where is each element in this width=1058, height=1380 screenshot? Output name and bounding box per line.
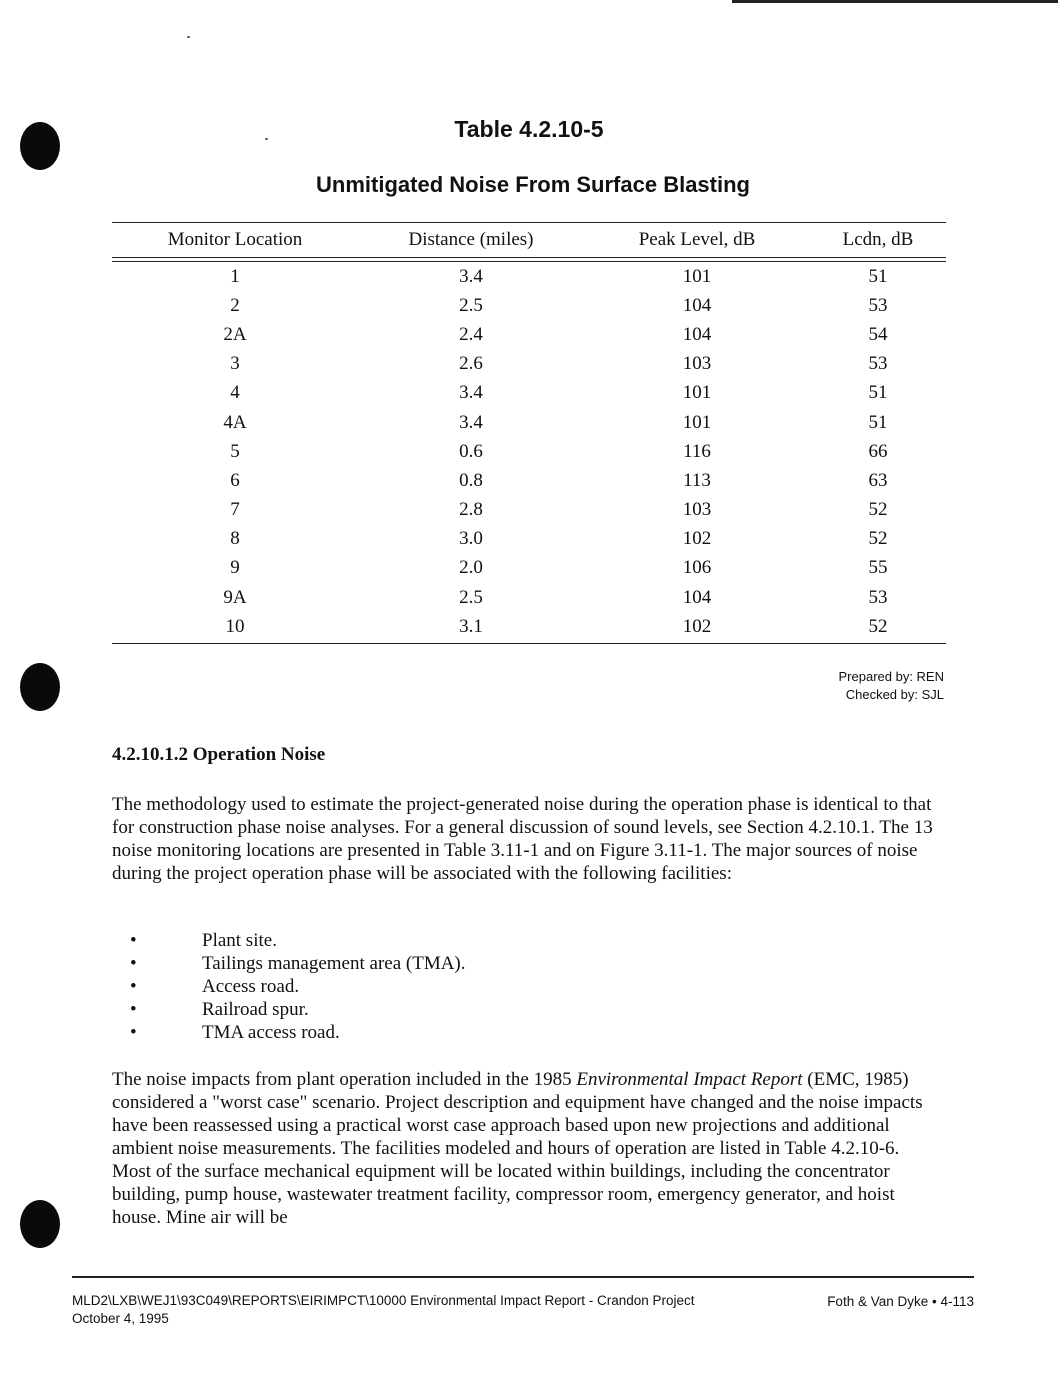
- footer-left: [72, 1292, 695, 1328]
- cell-distance: 3.1: [459, 615, 483, 637]
- cell-distance: 2.0: [459, 557, 483, 579]
- bullet-icon: •: [130, 953, 137, 974]
- noise-table: [112, 222, 946, 644]
- cell-peak-level: 104: [682, 323, 712, 345]
- cell-location: 3: [230, 353, 240, 375]
- table-row: [112, 583, 946, 612]
- prepared-by: Prepared by: REN: [838, 669, 944, 684]
- list-item-text: Tailings management area (TMA).: [202, 953, 466, 974]
- cell-lcdn: 66: [868, 440, 888, 462]
- table-row: [112, 612, 946, 641]
- cell-distance: 3.4: [459, 382, 483, 404]
- bullet-icon: •: [130, 999, 137, 1020]
- cell-lcdn: 51: [868, 382, 888, 404]
- cell-distance: 0.8: [459, 469, 483, 491]
- cell-distance: 3.4: [459, 265, 483, 287]
- para2-text-start: The noise impacts from plant operation included in the 1985: [112, 1069, 577, 1090]
- footer-page-info: Foth & Van Dyke • 4-113: [827, 1294, 974, 1309]
- footer-path: MLD2\LXB\WEJ1\93C049\REPORTS\EIRIMPCT\10000 Environmental Impact Report - Crandon Project: [72, 1293, 695, 1308]
- bullet-icon: •: [130, 976, 137, 997]
- cell-peak-level: 102: [682, 528, 712, 550]
- punch-hole: [20, 1200, 60, 1248]
- table-title: Unmitigated Noise From Surface Blasting: [316, 172, 750, 197]
- paragraph-noise-impacts: [112, 1068, 942, 1229]
- cell-peak-level: 104: [682, 586, 712, 608]
- header-distance: Distance (miles): [408, 229, 534, 250]
- table-row: [112, 554, 946, 583]
- bullet-icon: •: [130, 1022, 137, 1043]
- cell-lcdn: 51: [868, 265, 888, 287]
- cell-distance: 3.0: [459, 528, 483, 550]
- cell-location: 2A: [223, 323, 247, 345]
- cell-location: 9A: [223, 586, 247, 608]
- cell-location: 4A: [223, 411, 247, 433]
- header-monitor-location: Monitor Location: [167, 229, 303, 250]
- bullet-icon: •: [130, 930, 137, 951]
- table-row: [112, 320, 946, 349]
- para2-text-end: (EMC, 1985) considered a "worst case" scenario. Project description and equipment have changed and the noise impacts have been reassessed using a practical worst case approach based upon new projections and additional ambient noise measurements. The facilities modeled and hours of operation are listed in Table 4.2.10-6. Most of the surface mechanical equipment will be located within buildings, including the concentrator building, pump house, wastewater treatment facility, compressor room, emergency generator, and hoist house. Mine air will be: [112, 1069, 923, 1228]
- cell-location: 5: [230, 440, 240, 462]
- cell-distance: 2.5: [459, 294, 483, 316]
- cell-lcdn: 52: [868, 615, 888, 637]
- table-row: [112, 466, 946, 495]
- cell-lcdn: 54: [868, 323, 888, 345]
- cell-location: 10: [225, 615, 245, 637]
- checked-by: Checked by: SJL: [845, 687, 944, 702]
- table-row: [112, 496, 946, 525]
- cell-peak-level: 103: [682, 499, 712, 521]
- cell-location: 2: [230, 294, 240, 316]
- cell-lcdn: 63: [868, 469, 888, 491]
- cell-distance: 2.5: [459, 586, 483, 608]
- cell-peak-level: 101: [682, 265, 712, 287]
- paragraph-methodology: The methodology used to estimate the project-generated noise during the operation phase is identical to that for construction phase noise analyses. For a general discussion of sound levels, see Section 4.2.10.1. The 13 noise monitoring locations are presented in Table 3.11-1 and on Figure 3.11-1. The major sources of noise during the project operation phase will be associated with the following facilities:: [112, 794, 933, 884]
- list-item-text: Access road.: [202, 976, 300, 997]
- list-item: [130, 1021, 466, 1044]
- header-peak-level: Peak Level, dB: [638, 229, 756, 250]
- scan-speck: [187, 36, 190, 38]
- cell-lcdn: 53: [868, 586, 888, 608]
- table-row: [112, 262, 946, 291]
- cell-peak-level: 101: [682, 382, 712, 404]
- cell-distance: 2.6: [459, 353, 483, 375]
- list-item: [130, 929, 466, 952]
- table-row: [112, 350, 946, 379]
- report-title-italic: Environmental Impact Report: [576, 1069, 803, 1090]
- table-body: [112, 262, 946, 641]
- cell-lcdn: 55: [868, 557, 888, 579]
- list-item: [130, 998, 466, 1021]
- list-item-text: TMA access road.: [202, 1022, 340, 1043]
- table-bottom-rule: [112, 643, 946, 644]
- cell-location: 8: [230, 528, 240, 550]
- scan-edge-line: [732, 0, 1058, 3]
- footer-date: October 4, 1995: [72, 1311, 169, 1326]
- cell-peak-level: 101: [682, 411, 712, 433]
- cell-location: 6: [230, 469, 240, 491]
- table-row: [112, 408, 946, 437]
- prepared-block: [839, 668, 945, 704]
- facility-list: [130, 929, 466, 1044]
- cell-location: 1: [230, 265, 240, 287]
- list-item-text: Railroad spur.: [202, 999, 309, 1020]
- cell-lcdn: 52: [868, 528, 888, 550]
- cell-lcdn: 52: [868, 499, 888, 521]
- cell-distance: 3.4: [459, 411, 483, 433]
- table-row: [112, 437, 946, 466]
- cell-location: 9: [230, 557, 240, 579]
- cell-lcdn: 53: [868, 294, 888, 316]
- cell-distance: 0.6: [459, 440, 483, 462]
- table-number: Table 4.2.10-5: [454, 116, 604, 142]
- cell-location: 7: [230, 499, 240, 521]
- header-lcdn: Lcdn, dB: [842, 229, 914, 250]
- table-header-row: [112, 223, 946, 257]
- cell-distance: 2.4: [459, 323, 483, 345]
- cell-peak-level: 113: [683, 469, 711, 491]
- list-item: [130, 975, 466, 998]
- cell-peak-level: 102: [682, 615, 712, 637]
- footer-rule: [72, 1276, 974, 1278]
- cell-lcdn: 53: [868, 353, 888, 375]
- list-item: [130, 952, 466, 975]
- section-heading: 4.2.10.1.2 Operation Noise: [112, 744, 326, 765]
- punch-hole: [20, 663, 60, 711]
- list-item-text: Plant site.: [202, 930, 277, 951]
- cell-peak-level: 116: [683, 440, 711, 462]
- table-row: [112, 291, 946, 320]
- cell-peak-level: 104: [682, 294, 712, 316]
- cell-distance: 2.8: [459, 499, 483, 521]
- cell-lcdn: 51: [868, 411, 888, 433]
- cell-location: 4: [230, 382, 240, 404]
- table-row: [112, 525, 946, 554]
- cell-peak-level: 106: [682, 557, 712, 579]
- cell-peak-level: 103: [682, 353, 712, 375]
- table-row: [112, 379, 946, 408]
